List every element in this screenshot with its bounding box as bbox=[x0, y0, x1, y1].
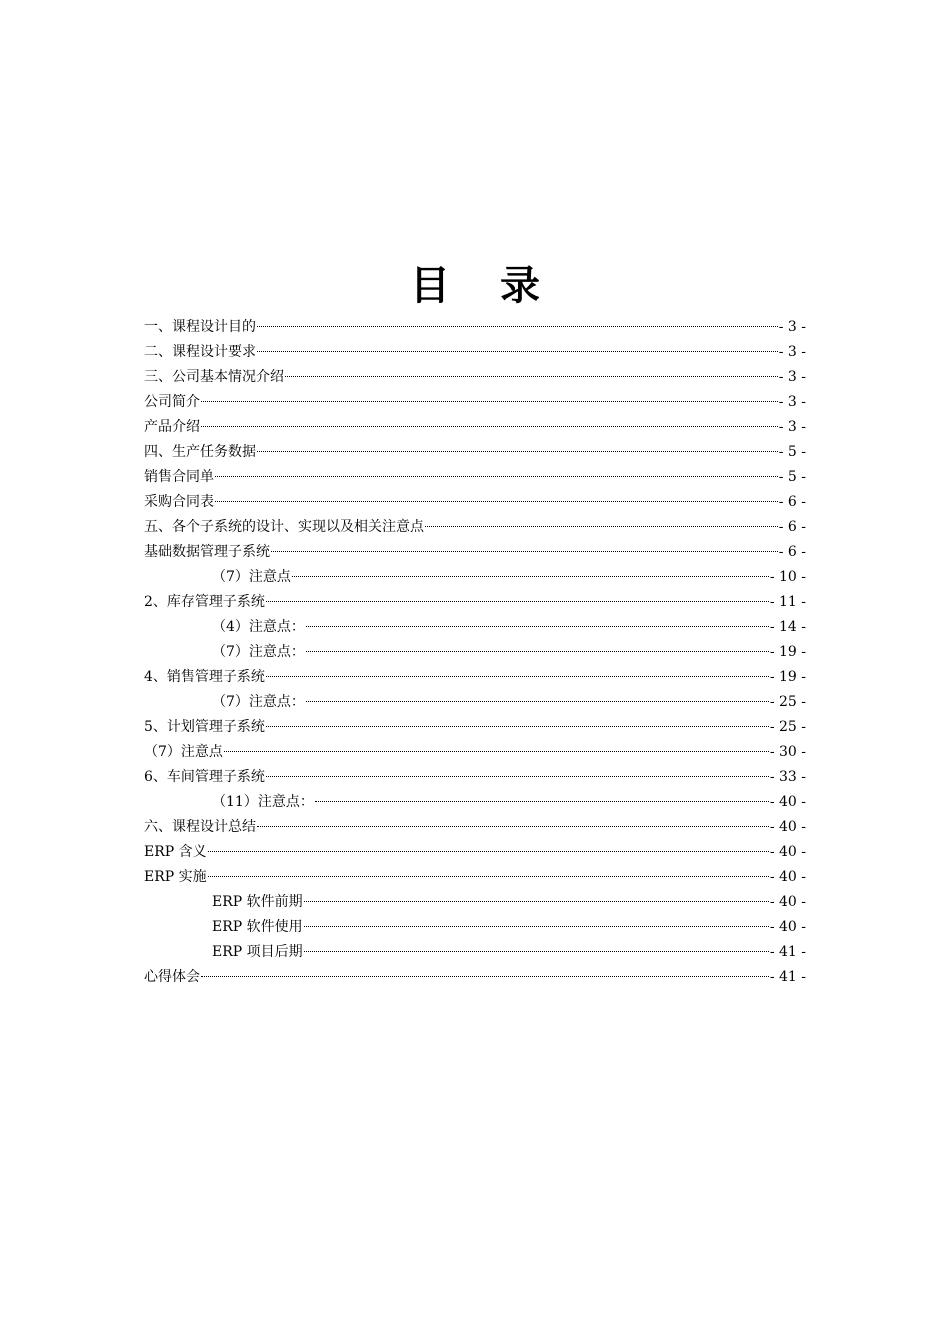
toc-dot-leader bbox=[315, 801, 769, 802]
toc-entry-title: 产品介绍 bbox=[144, 419, 200, 435]
toc-entry[interactable] bbox=[144, 365, 806, 390]
toc-dot-leader bbox=[285, 376, 778, 377]
toc-dot-leader bbox=[271, 551, 778, 552]
toc-entry-page: - 3 - bbox=[778, 419, 806, 435]
toc-dot-leader bbox=[266, 601, 769, 602]
toc-entry-title: 三、公司基本情况介绍 bbox=[144, 369, 284, 385]
toc-entry-page: - 5 - bbox=[778, 469, 806, 485]
toc-entry[interactable] bbox=[144, 415, 806, 440]
toc-dot-leader bbox=[201, 426, 778, 427]
toc-entry-page: - 10 - bbox=[769, 569, 806, 585]
toc-entry-title: （7）注意点 bbox=[212, 569, 291, 585]
toc-entry-page: - 40 - bbox=[769, 819, 806, 835]
toc-entry[interactable] bbox=[144, 815, 806, 840]
toc-dot-leader bbox=[425, 526, 778, 527]
toc-entry-title: 四、生产任务数据 bbox=[144, 444, 256, 460]
toc-entry[interactable] bbox=[144, 915, 806, 940]
toc-entry-title: 心得体会 bbox=[144, 969, 200, 985]
toc-entry[interactable] bbox=[144, 565, 806, 590]
toc-entry[interactable] bbox=[144, 440, 806, 465]
toc-entry[interactable] bbox=[144, 615, 806, 640]
toc-entry-title: 基础数据管理子系统 bbox=[144, 544, 270, 560]
toc-entry[interactable] bbox=[144, 590, 806, 615]
toc-entry[interactable] bbox=[144, 665, 806, 690]
toc-dot-leader bbox=[208, 851, 769, 852]
toc-entry-page: - 25 - bbox=[769, 719, 806, 735]
toc-entry-title: ERP 实施 bbox=[144, 869, 207, 885]
toc-entry[interactable] bbox=[144, 690, 806, 715]
table-of-contents bbox=[144, 315, 806, 990]
toc-entry-page: - 40 - bbox=[769, 844, 806, 860]
toc-entry[interactable] bbox=[144, 790, 806, 815]
toc-entry-page: - 3 - bbox=[778, 369, 806, 385]
toc-entry-title: 六、课程设计总结 bbox=[144, 819, 256, 835]
toc-entry-page: - 40 - bbox=[769, 794, 806, 810]
toc-entry-page: - 3 - bbox=[778, 344, 806, 360]
toc-entry-page: - 40 - bbox=[769, 919, 806, 935]
toc-entry[interactable] bbox=[144, 390, 806, 415]
toc-entry-title: 采购合同表 bbox=[144, 494, 214, 510]
toc-entry[interactable] bbox=[144, 740, 806, 765]
toc-entry[interactable] bbox=[144, 940, 806, 965]
toc-dot-leader bbox=[257, 826, 769, 827]
toc-entry-title: 5、计划管理子系统 bbox=[144, 719, 265, 735]
toc-entry-title: 6、车间管理子系统 bbox=[144, 769, 265, 785]
toc-entry-page: - 33 - bbox=[769, 769, 806, 785]
toc-entry-title: （4）注意点： bbox=[212, 619, 305, 635]
toc-dot-leader bbox=[224, 751, 769, 752]
toc-entry-page: - 11 - bbox=[769, 594, 806, 610]
toc-entry-title: ERP 项目后期 bbox=[212, 944, 303, 960]
toc-entry-page: - 19 - bbox=[769, 644, 806, 660]
toc-dot-leader bbox=[266, 776, 769, 777]
toc-dot-leader bbox=[266, 726, 769, 727]
toc-entry-page: - 6 - bbox=[778, 494, 806, 510]
toc-entry-title: 销售合同单 bbox=[144, 469, 214, 485]
toc-entry[interactable] bbox=[144, 765, 806, 790]
toc-entry-page: - 3 - bbox=[778, 394, 806, 410]
toc-entry-title: 4、销售管理子系统 bbox=[144, 669, 265, 685]
toc-entry-title: ERP 软件前期 bbox=[212, 894, 303, 910]
toc-entry-title: ERP 软件使用 bbox=[212, 919, 303, 935]
toc-entry-title: 公司简介 bbox=[144, 394, 200, 410]
toc-entry[interactable] bbox=[144, 315, 806, 340]
toc-entry-title: 一、课程设计目的 bbox=[144, 319, 256, 335]
toc-entry-title: （7）注意点 bbox=[144, 744, 223, 760]
toc-entry[interactable] bbox=[144, 715, 806, 740]
toc-dot-leader bbox=[266, 676, 769, 677]
toc-entry-page: - 40 - bbox=[769, 894, 806, 910]
toc-dot-leader bbox=[304, 951, 769, 952]
toc-entry[interactable] bbox=[144, 340, 806, 365]
toc-entry-title: 二、课程设计要求 bbox=[144, 344, 256, 360]
toc-entry[interactable] bbox=[144, 540, 806, 565]
toc-dot-leader bbox=[201, 401, 778, 402]
toc-entry-title: （7）注意点： bbox=[212, 644, 305, 660]
toc-entry[interactable] bbox=[144, 490, 806, 515]
toc-entry[interactable] bbox=[144, 465, 806, 490]
toc-dot-leader bbox=[208, 876, 769, 877]
toc-dot-leader bbox=[257, 351, 778, 352]
toc-entry-title: ERP 含义 bbox=[144, 844, 207, 860]
toc-entry[interactable] bbox=[144, 965, 806, 990]
toc-entry-page: - 41 - bbox=[769, 944, 806, 960]
toc-entry-title: 五、各个子系统的设计、实现以及相关注意点 bbox=[144, 519, 424, 535]
page-title: 目 录 bbox=[410, 263, 558, 309]
toc-dot-leader bbox=[306, 701, 769, 702]
toc-entry-page: - 30 - bbox=[769, 744, 806, 760]
toc-dot-leader bbox=[304, 901, 769, 902]
toc-entry-page: - 40 - bbox=[769, 869, 806, 885]
toc-dot-leader bbox=[201, 976, 769, 977]
toc-entry-page: - 6 - bbox=[778, 519, 806, 535]
toc-entry[interactable] bbox=[144, 640, 806, 665]
toc-entry[interactable] bbox=[144, 840, 806, 865]
toc-dot-leader bbox=[215, 501, 778, 502]
toc-entry-title: （7）注意点： bbox=[212, 694, 305, 710]
toc-entry-page: - 5 - bbox=[778, 444, 806, 460]
toc-dot-leader bbox=[306, 651, 769, 652]
toc-entry[interactable] bbox=[144, 890, 806, 915]
toc-entry-page: - 6 - bbox=[778, 544, 806, 560]
toc-entry-page: - 41 - bbox=[769, 969, 806, 985]
toc-entry-title: （11）注意点： bbox=[212, 794, 314, 810]
toc-dot-leader bbox=[306, 626, 769, 627]
toc-entry-title: 2、库存管理子系统 bbox=[144, 594, 265, 610]
toc-dot-leader bbox=[257, 451, 778, 452]
toc-entry[interactable] bbox=[144, 865, 806, 890]
toc-entry-page: - 3 - bbox=[778, 319, 806, 335]
toc-dot-leader bbox=[292, 576, 769, 577]
toc-entry-page: - 25 - bbox=[769, 694, 806, 710]
toc-entry[interactable] bbox=[144, 515, 806, 540]
toc-entry-page: - 14 - bbox=[769, 619, 806, 635]
toc-dot-leader bbox=[257, 326, 778, 327]
toc-dot-leader bbox=[215, 476, 778, 477]
toc-dot-leader bbox=[304, 926, 769, 927]
toc-entry-page: - 19 - bbox=[769, 669, 806, 685]
